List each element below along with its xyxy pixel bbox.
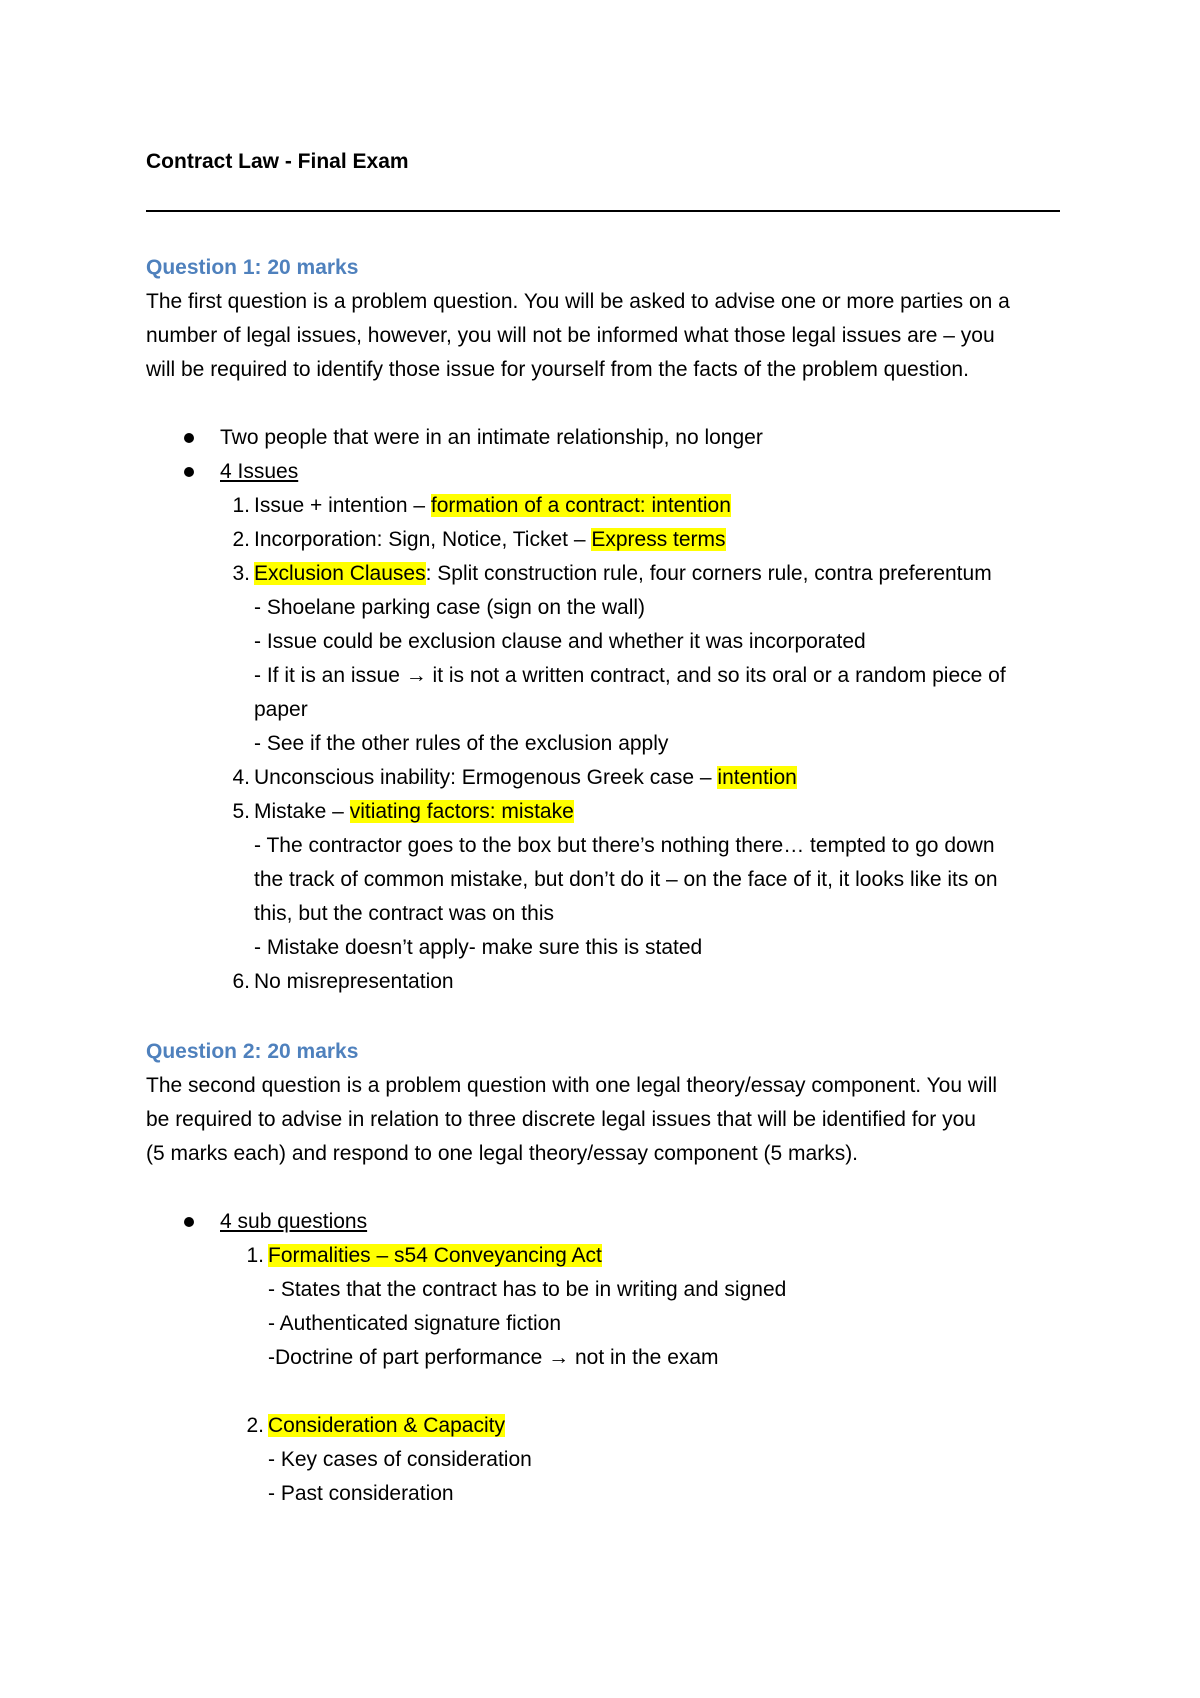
bullet-dot (184, 1217, 194, 1227)
list-number: 1. (246, 1244, 264, 1267)
q1-item-5-sub-2: the track of common mistake, but don’t do it – on the face of it, it looks like its on (254, 868, 998, 891)
q1-item-2-highlight: Express terms (591, 528, 726, 551)
q2-item-1 (268, 1242, 602, 1270)
q1-item-6: No misrepresentation (254, 970, 454, 993)
bullet-dot (184, 467, 194, 477)
q1-item-5-highlight: vitiating factors: mistake (349, 800, 574, 823)
q1-item-3-sub-3 (254, 662, 1006, 690)
q2-item-2-sub-1: - Key cases of consideration (268, 1448, 532, 1471)
q1-item-3-highlight: Exclusion Clauses (254, 562, 426, 585)
q1-item-5-sub-4: - Mistake doesn’t apply- make sure this is stated (254, 936, 703, 959)
bullet-dot (184, 433, 194, 443)
question-1-intro-line-1: The first question is a problem question. You will be asked to advise one or more parties on a (146, 290, 1010, 313)
question-1-heading: Question 1: 20 marks (146, 256, 359, 279)
q1-item-3-sub-3-text-a: - If it is an issue (254, 664, 406, 687)
list-number: 2. (246, 1414, 264, 1437)
right-arrow-icon: → (405, 664, 427, 687)
question-2-intro-line-3: (5 marks each) and respond to one legal theory/essay component (5 marks). (146, 1142, 859, 1165)
q2-item-2-sub-2: - Past consideration (268, 1482, 454, 1505)
q2-item-1-sub-1: - States that the contract has to be in writing and signed (268, 1278, 787, 1301)
q1-item-3 (254, 560, 992, 588)
q1-item-1-text: Issue + intention – (254, 494, 431, 517)
list-number: 5. (232, 800, 250, 823)
right-arrow-icon: → (548, 1346, 570, 1369)
q1-item-3-sub-3-cont: paper (254, 698, 308, 721)
list-number: 1. (232, 494, 250, 517)
q2-item-2 (268, 1412, 505, 1440)
question-2-intro-line-1: The second question is a problem question with one legal theory/essay component. You will (146, 1074, 998, 1097)
question-1-intro-line-3: will be required to identify those issue for yourself from the facts of the problem question. (146, 358, 969, 381)
q1-item-3-sub-3-text-b: it is not a written contract, and so its oral or a random piece of (426, 664, 1006, 687)
q1-item-5 (254, 798, 574, 826)
q2-item-1-sub-2: - Authenticated signature fiction (268, 1312, 562, 1335)
list-number: 3. (232, 562, 250, 585)
q2-item-1-highlight: Formalities – s54 Conveyancing Act (268, 1244, 602, 1267)
q1-item-5-sub-1: - The contractor goes to the box but there’s nothing there… tempted to go down (254, 834, 995, 857)
q1-item-3-text: : Split construction rule, four corners rule, contra preferentum (425, 562, 992, 585)
q1-item-5-text: Mistake – (254, 800, 350, 823)
q1-item-4-highlight: intention (717, 766, 797, 789)
q1-item-3-sub-1: - Shoelane parking case (sign on the wall) (254, 596, 646, 619)
q1-item-2 (254, 526, 726, 554)
list-number: 2. (232, 528, 250, 551)
q1-item-3-sub-2: - Issue could be exclusion clause and whether it was incorporated (254, 630, 866, 653)
q1-item-3-sub-4: - See if the other rules of the exclusion apply (254, 732, 669, 755)
list-number: 6. (232, 970, 250, 993)
q2-item-1-sub-3-text-b: not in the exam (569, 1346, 719, 1369)
q1-bullet-issues: 4 Issues (220, 460, 299, 483)
q2-item-1-sub-3-text-a: -Doctrine of part performance (268, 1346, 549, 1369)
q2-item-1-sub-3 (268, 1344, 719, 1372)
q2-bullet-subquestions: 4 sub questions (220, 1210, 368, 1233)
horizontal-rule (146, 210, 1060, 212)
q1-item-1 (254, 492, 731, 520)
question-2-intro-line-2: be required to advise in relation to three discrete legal issues that will be identified for you (146, 1108, 976, 1131)
page-title: Contract Law - Final Exam (146, 150, 409, 173)
question-1-intro-line-2: number of legal issues, however, you will not be informed what those legal issues are – you (146, 324, 995, 347)
q2-item-2-highlight: Consideration & Capacity (268, 1414, 505, 1437)
list-number: 4. (232, 766, 250, 789)
q1-item-4 (254, 764, 797, 792)
q1-bullet-relationship: Two people that were in an intimate relationship, no longer (220, 426, 763, 449)
question-2-heading: Question 2: 20 marks (146, 1040, 359, 1063)
q1-item-4-text: Unconscious inability: Ermogenous Greek case – (254, 766, 718, 789)
q1-item-2-text: Incorporation: Sign, Notice, Ticket – (254, 528, 592, 551)
q1-item-1-highlight: formation of a contract: intention (430, 494, 731, 517)
q1-item-5-sub-3: this, but the contract was on this (254, 902, 554, 925)
